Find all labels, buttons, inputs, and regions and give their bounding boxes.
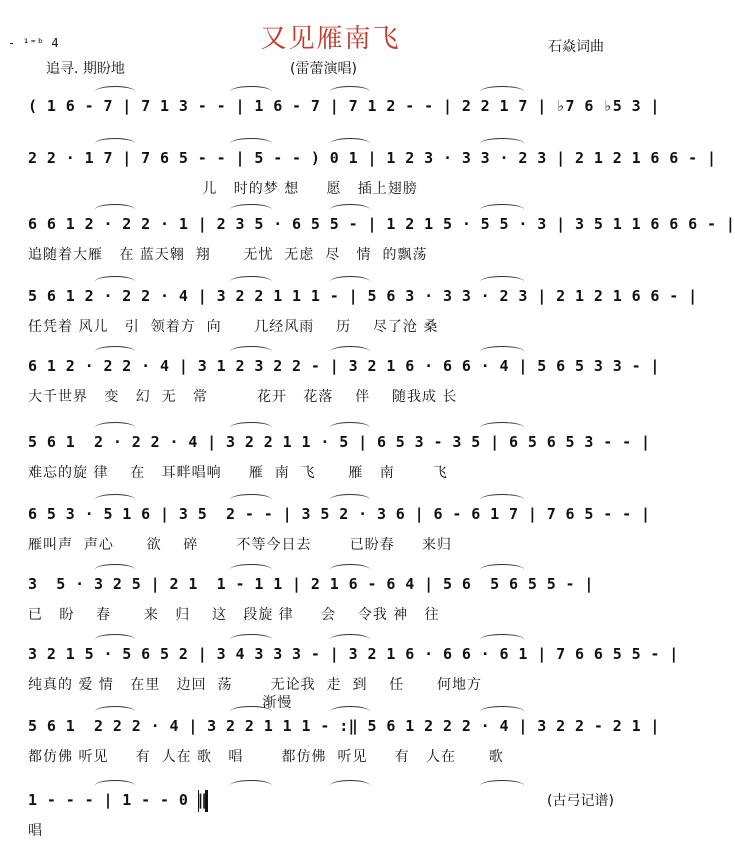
notation-credit: (古弓记谱) bbox=[547, 793, 614, 809]
slur-mark bbox=[480, 634, 524, 645]
notation-row: 5 6 1 2 · 2 2 · 4 | 3 2 2 1 1 1 - | 5 6 3 · 3 3 · 2 3 | 2 1 2 1 6 6 - | bbox=[28, 287, 698, 305]
slur-mark bbox=[95, 494, 135, 505]
notation-row: 3 2 1 5 · 5 6 5 2 | 3 4 3 3 3 - | 3 2 1 6 · 6 6 · 6 1 | 7 6 6 5 5 - | bbox=[28, 645, 679, 663]
lyric-row: 大千世界 变 幻 无 常 花开 花落 伴 随我成 长 bbox=[28, 389, 458, 405]
lyric-row: 追随着大雁 在 蓝天翱 翔 无忧 无虑 尽 情 的飘荡 bbox=[28, 247, 428, 263]
slur-mark bbox=[230, 706, 272, 717]
slur-mark bbox=[230, 422, 272, 433]
slur-mark bbox=[480, 780, 524, 791]
slur-mark bbox=[480, 138, 524, 149]
lyric-row: 任凭着 风儿 引 领着方 向 几经风雨 历 尽了沧 桑 bbox=[28, 319, 439, 335]
slur-mark bbox=[330, 276, 370, 287]
notation-row: 2 2 · 1 7 | 7 6 5 - - | 5 - - ) 0 1 | 1 2 3 · 3 3 · 2 3 | 2 1 2 1 6 6 - | bbox=[28, 149, 717, 167]
slur-mark bbox=[95, 706, 135, 717]
lyric-row: 雁叫声 声心 欲 碎 不等今日去 已盼春 来归 bbox=[28, 537, 452, 553]
slur-mark bbox=[230, 634, 272, 645]
slur-mark bbox=[230, 564, 272, 575]
slur-mark bbox=[330, 564, 370, 575]
lyric-row: 已 盼 春 来 归 这 段旋 律 会 令我 神 往 bbox=[28, 607, 440, 623]
slur-mark bbox=[480, 422, 524, 433]
slur-mark bbox=[330, 494, 370, 505]
song-title: 又见雁南飞 bbox=[260, 24, 401, 54]
notation-row: 6 5 3 · 5 1 6 | 3 5 2 - - | 3 5 2 · 3 6 | 6 - 6 1 7 | 7 6 5 - - | bbox=[28, 505, 651, 523]
slur-mark bbox=[95, 138, 135, 149]
slur-mark bbox=[480, 276, 524, 287]
lyric-row: 唱 bbox=[28, 823, 43, 839]
slur-mark bbox=[95, 346, 135, 357]
slur-mark bbox=[480, 204, 524, 215]
lyric-row-secondary: 渐慢 bbox=[28, 695, 293, 711]
key-signature: - ¹⁼ᵇ 4 bbox=[8, 36, 59, 50]
slur-mark bbox=[230, 276, 272, 287]
notation-row: 3 5 · 3 2 5 | 2 1 1 - 1 1 | 2 1 6 - 6 4 | 5 6 5 6 5 5 - | bbox=[28, 575, 594, 593]
slur-mark bbox=[480, 564, 524, 575]
slur-mark bbox=[480, 346, 524, 357]
final-barline bbox=[198, 790, 208, 812]
slur-mark bbox=[330, 422, 370, 433]
slur-mark bbox=[330, 204, 370, 215]
slur-mark bbox=[95, 780, 135, 791]
slur-mark bbox=[230, 494, 272, 505]
tempo-expression: 追寻. 期盼地 bbox=[46, 61, 125, 77]
slur-mark bbox=[230, 204, 272, 215]
slur-mark bbox=[480, 86, 524, 97]
slur-mark bbox=[330, 346, 370, 357]
notation-row: 1 - - - | 1 - - 0 ‖ bbox=[28, 791, 208, 809]
slur-mark bbox=[95, 634, 135, 645]
notation-row: ( 1 6 - 7 | 7 1 3 - - | 1 6 - 7 | 7 1 2 - - | 2 2 1 7 | ♭7 6 ♭5 3 | bbox=[28, 97, 660, 115]
slur-mark bbox=[230, 346, 272, 357]
slur-mark bbox=[330, 780, 370, 791]
slur-mark bbox=[230, 138, 272, 149]
singer-credit: (雷蕾演唱) bbox=[290, 61, 357, 77]
notation-row: 6 1 2 · 2 2 · 4 | 3 1 2 3 2 2 - | 3 2 1 6 · 6 6 · 4 | 5 6 5 3 3 - | bbox=[28, 357, 660, 375]
lyric-row: 都仿佛 听见 有 人在 歌 唱 都仿佛 听见 有 人在 歌 bbox=[28, 749, 504, 765]
composer-credit: 石焱词曲 bbox=[548, 39, 604, 55]
notation-row: 5 6 1 2 · 2 2 · 4 | 3 2 2 1 1 · 5 | 6 5 3 - 3 5 | 6 5 6 5 3 - - | bbox=[28, 433, 651, 451]
lyric-row: 纯真的 爱 情 在里 边回 荡 无论我 走 到 任 何地方 bbox=[28, 677, 482, 693]
slur-mark bbox=[330, 706, 370, 717]
notation-row: 5 6 1 2 2 2 · 4 | 3 2 2 1 1 1 - :‖ 5 6 1 2 2 2 · 4 | 3 2 2 - 2 1 | bbox=[28, 717, 660, 735]
slur-mark bbox=[330, 86, 370, 97]
lyric-row: 儿 时的梦 想 愿 插上翅膀 bbox=[28, 181, 418, 197]
slur-mark bbox=[95, 422, 135, 433]
slur-mark bbox=[95, 564, 135, 575]
slur-mark bbox=[330, 138, 370, 149]
slur-mark bbox=[480, 706, 524, 717]
slur-mark bbox=[480, 494, 524, 505]
slur-mark bbox=[95, 276, 135, 287]
slur-mark bbox=[95, 204, 135, 215]
slur-mark bbox=[330, 634, 370, 645]
slur-mark bbox=[230, 86, 272, 97]
slur-mark bbox=[230, 780, 272, 791]
notation-row: 6 6 1 2 · 2 2 · 1 | 2 3 5 · 6 5 5 - | 1 2 1 5 · 5 5 · 3 | 3 5 1 1 6 6 6 - | bbox=[28, 215, 735, 233]
lyric-row: 难忘的旋 律 在 耳畔唱响 雁 南 飞 雁 南 飞 bbox=[28, 465, 448, 481]
slur-mark bbox=[95, 86, 135, 97]
